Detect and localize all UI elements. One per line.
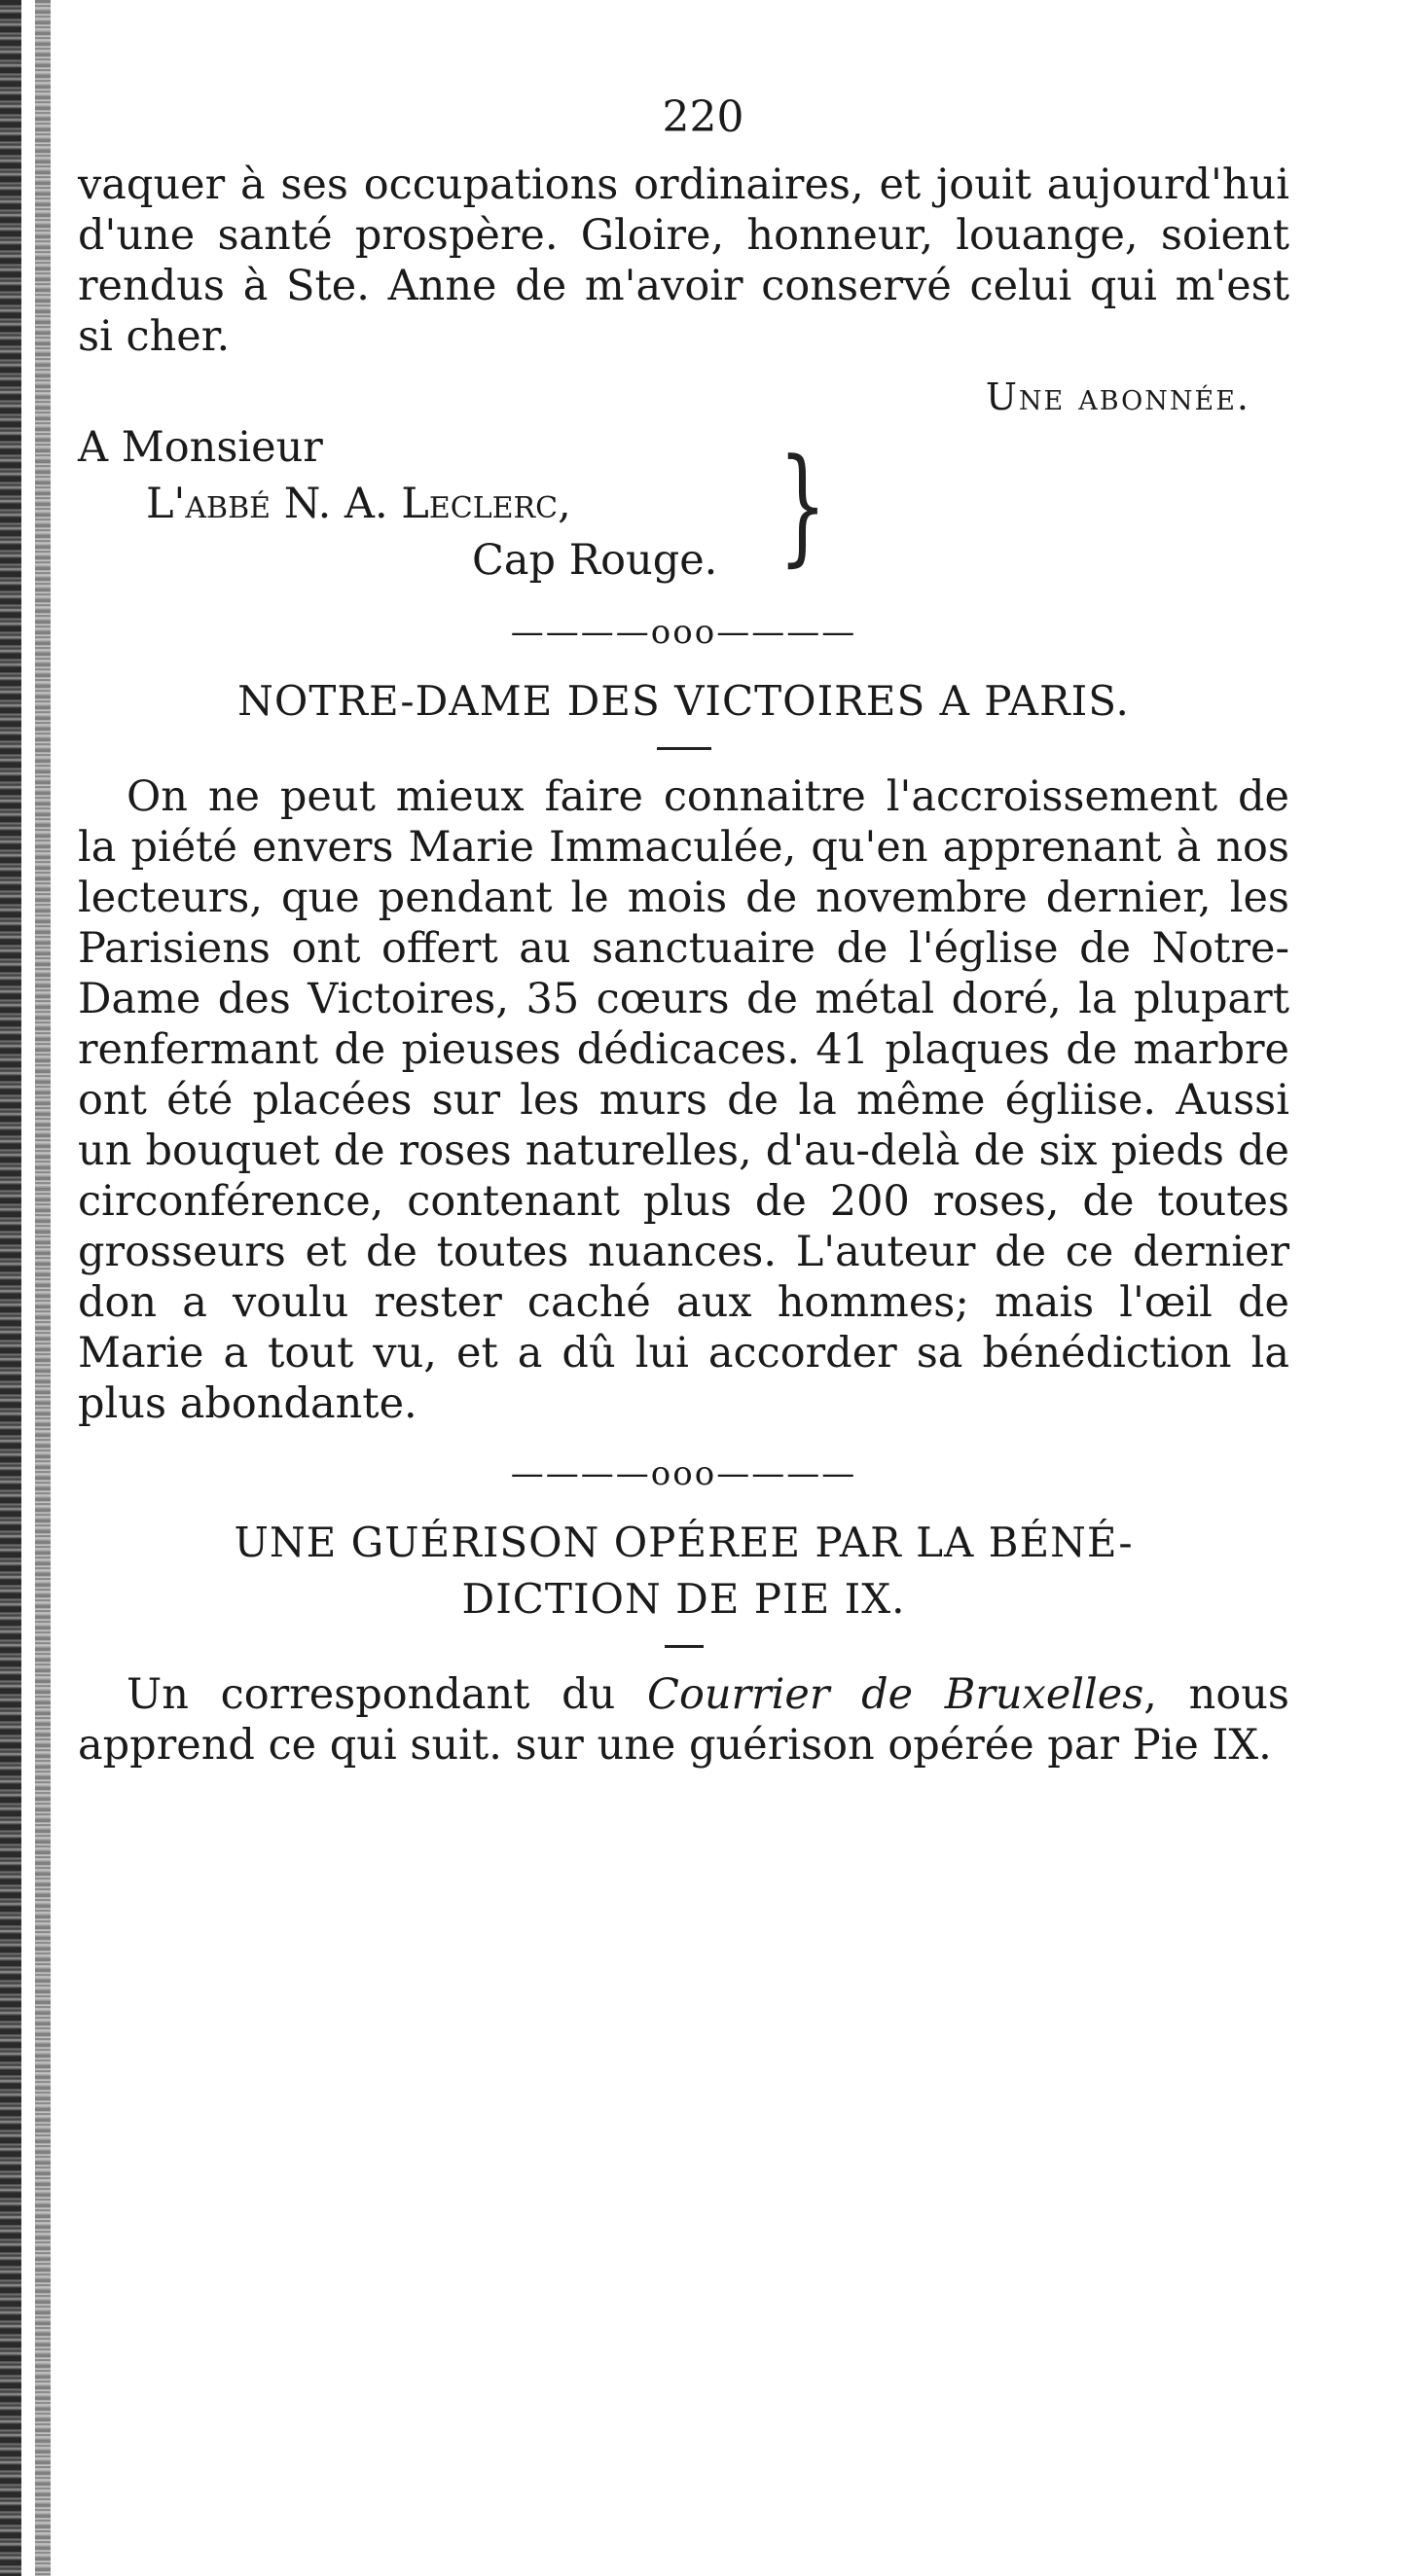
heading-rule-1 [657, 747, 711, 750]
book-spine [0, 0, 21, 2576]
address-line-1: A Monsieur [78, 423, 323, 472]
section-2-heading-line-1: UNE GUÉRISON OPÉREE PAR LA BÉNÉ- [234, 1519, 1134, 1566]
book-page [78, 92, 1289, 1771]
section-2-heading-line-2: DICTION DE PIE IX. [461, 1575, 906, 1623]
section-divider-2: ————ooo———— [510, 1454, 857, 1493]
address-line-3: Cap Rouge. [472, 536, 718, 585]
section-2-body [78, 1669, 1289, 1771]
signature: Une abonnée. [985, 376, 1250, 418]
address-line-2: L'abbé N. A. Leclerc, [146, 480, 571, 528]
section-1-heading: NOTRE-DAME DES VICTOIRES A PARIS. [237, 677, 1130, 725]
page-edge [35, 0, 51, 2576]
heading-rule-2 [665, 1645, 704, 1648]
brace-icon: } [779, 431, 827, 579]
section-2-body-end: , nous apprend ce qui suit. sur une guérison opérée par Pie IX. [78, 1670, 1289, 1770]
intro-paragraph: vaquer à ses occupations ordinaires, et jouit aujourd'hui d'une santé prospère. Gloire, honneur, louange, soient rendus à Ste. Anne de m'avoir conservé celui qui m'est si cher. [78, 161, 1289, 361]
newspaper-title: Courrier de Bruxelles [647, 1670, 1144, 1719]
address-block [78, 422, 1289, 588]
page-number: 220 [662, 92, 744, 142]
section-divider-1: ————ooo———— [510, 613, 857, 652]
section-2-heading [78, 1515, 1289, 1628]
section-2-body-start: Un correspondant du [127, 1670, 648, 1719]
section-1-body: On ne peut mieux faire connaitre l'accroissement de la piété envers Marie Immaculée, qu'en apprenant à nos lecteurs, que pendant le mois de novembre dernier, les Parisiens ont offert au sanctuaire de l'église de Notre-Dame des Victoires, 35 cœurs de métal doré, la plupart renfermant de pieuses dédicaces. 41 plaques de marbre ont été placées sur les murs de la même égliise. Aussi un bouquet de roses naturelles, d'au-delà de six pieds de circonférence, contenant plus de 200 roses, de toutes grosseurs et de toutes nuances. L'auteur de ce dernier don a voulu rester caché aux hommes; mais l'œil de Marie a tout vu, et a dû lui accorder sa bénédiction la plus abondante. [78, 772, 1289, 1428]
